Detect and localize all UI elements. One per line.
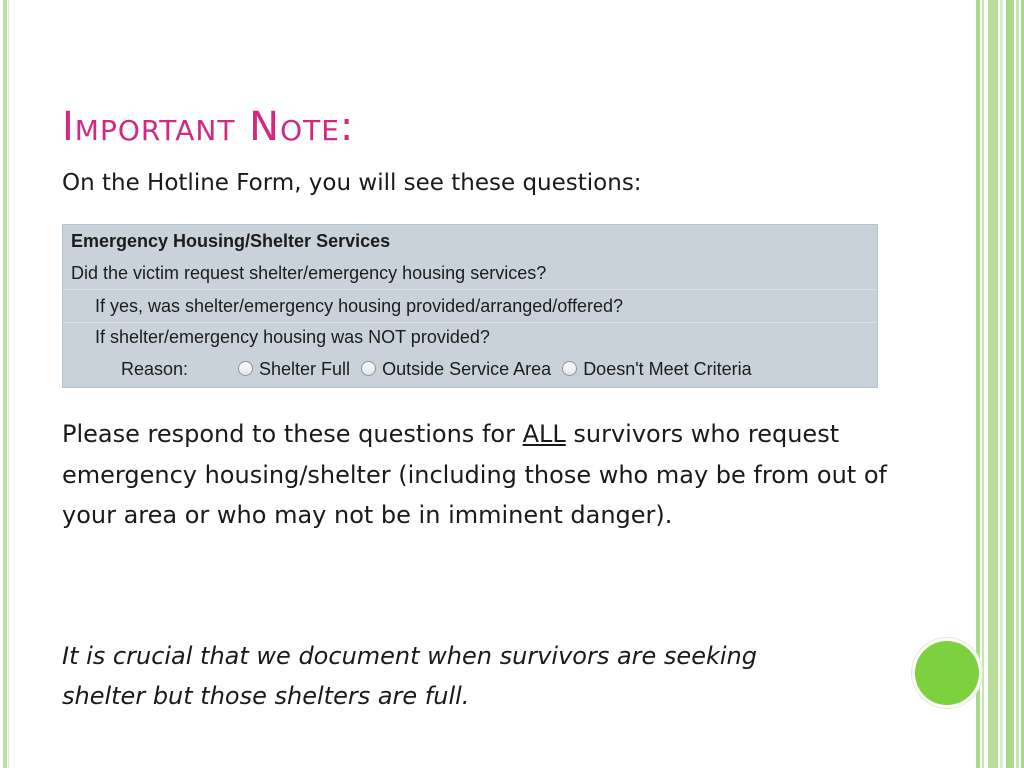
form-section-header: Emergency Housing/Shelter Services <box>71 231 391 251</box>
radio-option-shelter-full[interactable] <box>238 353 350 385</box>
radio-option-label: Doesn't Meet Criteria <box>583 359 752 379</box>
form-question-provided: If yes, was shelter/emergency housing provided/arranged/offered? <box>63 289 877 323</box>
radio-option-label: Outside Service Area <box>382 359 552 379</box>
decorative-circle <box>912 638 982 708</box>
right-stripe <box>988 0 998 768</box>
right-stripe <box>982 0 984 768</box>
crucial-note: It is crucial that we document when survivors are seeking shelter but those shelters are full. <box>62 642 757 710</box>
reason-label: Reason: <box>121 359 189 379</box>
slide-title: Important Note: <box>62 104 355 150</box>
hotline-form-screenshot <box>62 224 878 388</box>
right-stripe <box>1006 0 1014 768</box>
form-reason-row <box>63 353 877 385</box>
instruction-paragraph <box>62 414 892 536</box>
radio-option-doesnt-meet-criteria[interactable] <box>562 353 752 385</box>
radio-button-icon[interactable] <box>361 361 376 376</box>
right-stripe <box>1000 0 1003 768</box>
radio-button-icon[interactable] <box>562 361 577 376</box>
form-question-requested: Did the victim request shelter/emergency housing services? <box>71 263 547 283</box>
radio-button-icon[interactable] <box>238 361 253 376</box>
paragraph-text-after: survivors who request emergency housing/shelter (including those who may be from out of your area or who may not be in imminent danger). <box>62 420 887 529</box>
intro-text: On the Hotline Form, you will see these questions: <box>62 170 642 196</box>
paragraph-emphasis: ALL <box>522 420 566 448</box>
paragraph-text-before: Please respond to these questions for <box>62 420 523 448</box>
form-question-not-provided: If shelter/emergency housing was NOT provided? <box>95 327 490 347</box>
left-border-stripe <box>3 0 7 768</box>
right-border-stripes <box>976 0 1024 768</box>
left-border-stripe-thin <box>8 0 9 768</box>
right-stripe <box>1016 0 1019 768</box>
radio-option-label: Shelter Full <box>259 359 351 379</box>
radio-option-outside-service-area[interactable] <box>361 353 551 385</box>
right-stripe <box>976 0 980 768</box>
